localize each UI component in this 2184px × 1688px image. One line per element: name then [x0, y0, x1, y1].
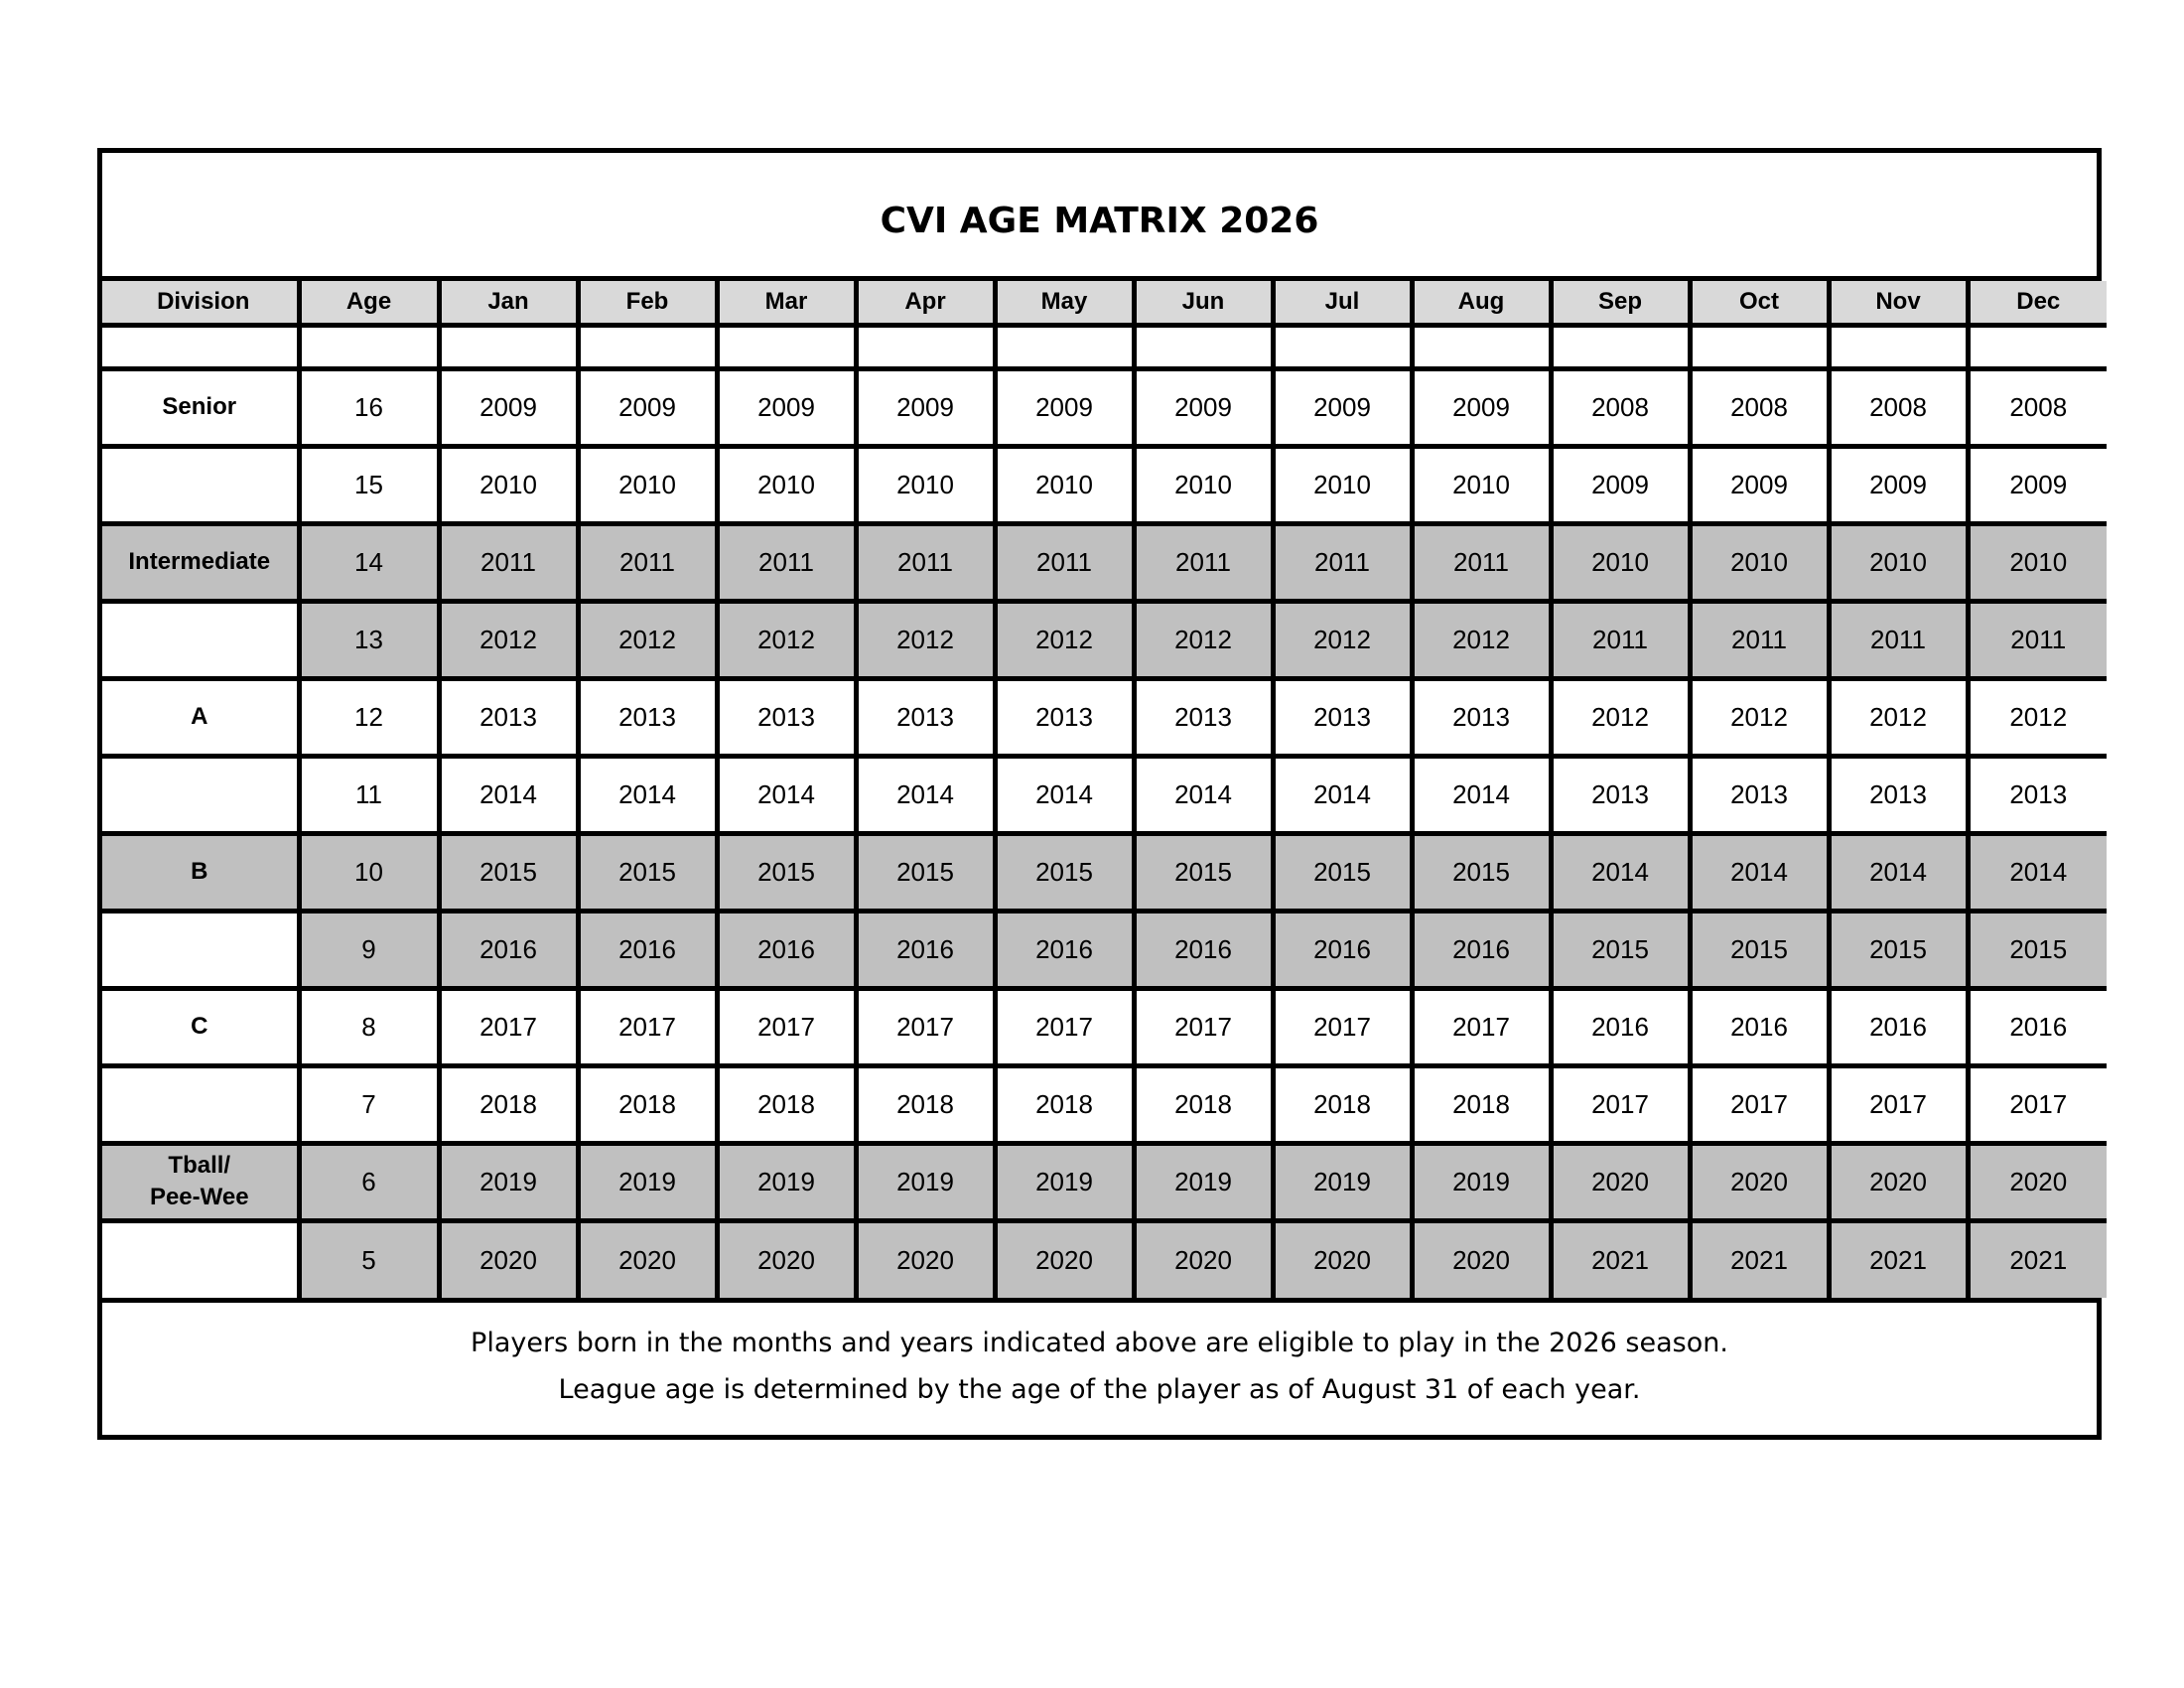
birth-year-cell: 2015 [1829, 911, 1968, 988]
birth-year-cell: 2016 [1412, 911, 1551, 988]
birth-year-cell: 2016 [1829, 988, 1968, 1065]
birth-year-cell: 2009 [995, 368, 1134, 446]
birth-year-cell: 2018 [578, 1065, 717, 1143]
spacer-cell [717, 325, 856, 368]
birth-year-cell: 2017 [1829, 1065, 1968, 1143]
birth-year-cell: 2017 [1273, 988, 1412, 1065]
month-header: Apr [856, 281, 995, 325]
birth-year-cell: 2009 [1134, 368, 1273, 446]
month-header: Jun [1134, 281, 1273, 325]
birth-year-cell: 2015 [439, 833, 578, 911]
age-cell: 9 [299, 911, 439, 988]
division-cell [102, 601, 299, 678]
birth-year-cell: 2016 [439, 911, 578, 988]
birth-year-cell: 2012 [1690, 678, 1829, 756]
spacer-cell [102, 325, 299, 368]
birth-year-cell: 2013 [995, 678, 1134, 756]
age-cell: 13 [299, 601, 439, 678]
birth-year-cell: 2016 [578, 911, 717, 988]
age-cell: 16 [299, 368, 439, 446]
birth-year-cell: 2021 [1551, 1220, 1690, 1298]
birth-year-cell: 2015 [717, 833, 856, 911]
birth-year-cell: 2010 [717, 446, 856, 523]
spacer-cell [995, 325, 1134, 368]
birth-year-cell: 2020 [1412, 1220, 1551, 1298]
birth-year-cell: 2016 [717, 911, 856, 988]
birth-year-cell: 2014 [1551, 833, 1690, 911]
spacer-cell [439, 325, 578, 368]
division-label-line: Pee-Wee [149, 1184, 249, 1210]
spacer-cell [856, 325, 995, 368]
division-cell [102, 1220, 299, 1298]
table-row [102, 1143, 2107, 1220]
birth-year-cell: 2014 [439, 756, 578, 833]
birth-year-cell: 2018 [717, 1065, 856, 1143]
footer-note [102, 1298, 2097, 1435]
birth-year-cell: 2012 [995, 601, 1134, 678]
division-cell: Senior [102, 368, 299, 446]
birth-year-cell: 2013 [1829, 756, 1968, 833]
birth-year-cell: 2019 [439, 1143, 578, 1220]
division-cell [102, 756, 299, 833]
birth-year-cell: 2011 [856, 523, 995, 601]
birth-year-cell: 2015 [1412, 833, 1551, 911]
birth-year-cell: 2018 [1412, 1065, 1551, 1143]
table-row [102, 678, 2107, 756]
spacer-cell [1968, 325, 2107, 368]
month-header: Jul [1273, 281, 1412, 325]
birth-year-cell: 2016 [995, 911, 1134, 988]
birth-year-cell: 2014 [856, 756, 995, 833]
age-cell: 12 [299, 678, 439, 756]
birth-year-cell: 2016 [1968, 988, 2107, 1065]
division-cell [102, 1065, 299, 1143]
birth-year-cell: 2020 [1273, 1220, 1412, 1298]
birth-year-cell: 2020 [439, 1220, 578, 1298]
birth-year-cell: 2014 [1273, 756, 1412, 833]
birth-year-cell: 2009 [1551, 446, 1690, 523]
age-cell: 7 [299, 1065, 439, 1143]
month-header: Nov [1829, 281, 1968, 325]
birth-year-cell: 2008 [1968, 368, 2107, 446]
spacer-cell [1412, 325, 1551, 368]
birth-year-cell: 2012 [1968, 678, 2107, 756]
birth-year-cell: 2009 [717, 368, 856, 446]
birth-year-cell: 2021 [1829, 1220, 1968, 1298]
table-row [102, 368, 2107, 446]
spacer-cell [1273, 325, 1412, 368]
birth-year-cell: 2018 [995, 1065, 1134, 1143]
birth-year-cell: 2014 [578, 756, 717, 833]
eligibility-note: Players born in the months and years indicated above are eligible to play in the 2026 season. [471, 1327, 1728, 1358]
table-row [102, 446, 2107, 523]
league-age-note: League age is determined by the age of the player as of August 31 of each year. [558, 1373, 1641, 1405]
birth-year-cell: 2012 [578, 601, 717, 678]
birth-year-cell: 2015 [1134, 833, 1273, 911]
birth-year-cell: 2011 [1273, 523, 1412, 601]
birth-year-cell: 2015 [1968, 911, 2107, 988]
birth-year-cell: 2017 [1134, 988, 1273, 1065]
birth-year-cell: 2014 [1968, 833, 2107, 911]
age-cell: 8 [299, 988, 439, 1065]
birth-year-cell: 2017 [1690, 1065, 1829, 1143]
birth-year-cell: 2011 [1412, 523, 1551, 601]
birth-year-cell: 2017 [1551, 1065, 1690, 1143]
birth-year-cell: 2020 [1551, 1143, 1690, 1220]
birth-year-cell: 2009 [439, 368, 578, 446]
birth-year-cell: 2009 [856, 368, 995, 446]
birth-year-cell: 2011 [1829, 601, 1968, 678]
birth-year-cell: 2018 [1134, 1065, 1273, 1143]
table-row [102, 1065, 2107, 1143]
birth-year-cell: 2016 [1690, 988, 1829, 1065]
birth-year-cell: 2013 [717, 678, 856, 756]
birth-year-cell: 2018 [1273, 1065, 1412, 1143]
birth-year-cell: 2020 [1690, 1143, 1829, 1220]
birth-year-cell: 2012 [856, 601, 995, 678]
age-cell: 15 [299, 446, 439, 523]
birth-year-cell: 2012 [439, 601, 578, 678]
spacer-row [102, 325, 2107, 368]
table-row [102, 1220, 2107, 1298]
month-header: Sep [1551, 281, 1690, 325]
birth-year-cell: 2008 [1551, 368, 1690, 446]
birth-year-cell: 2010 [439, 446, 578, 523]
birth-year-cell: 2010 [1412, 446, 1551, 523]
birth-year-cell: 2015 [1273, 833, 1412, 911]
header-row [102, 281, 2107, 325]
spacer-cell [1690, 325, 1829, 368]
division-cell [102, 911, 299, 988]
birth-year-cell: 2020 [856, 1220, 995, 1298]
birth-year-cell: 2014 [1690, 833, 1829, 911]
division-cell [102, 446, 299, 523]
birth-year-cell: 2010 [1551, 523, 1690, 601]
age-cell: 11 [299, 756, 439, 833]
birth-year-cell: 2012 [1134, 601, 1273, 678]
spacer-cell [578, 325, 717, 368]
division-cell: C [102, 988, 299, 1065]
age-cell: 14 [299, 523, 439, 601]
birth-year-cell: 2019 [1273, 1143, 1412, 1220]
birth-year-cell: 2010 [995, 446, 1134, 523]
birth-year-cell: 2016 [1551, 988, 1690, 1065]
birth-year-cell: 2011 [995, 523, 1134, 601]
birth-year-cell: 2020 [995, 1220, 1134, 1298]
birth-year-cell: 2018 [439, 1065, 578, 1143]
birth-year-cell: 2020 [1829, 1143, 1968, 1220]
month-header: Oct [1690, 281, 1829, 325]
birth-year-cell: 2013 [856, 678, 995, 756]
birth-year-cell: 2019 [1134, 1143, 1273, 1220]
birth-year-cell: 2011 [578, 523, 717, 601]
birth-year-cell: 2009 [1412, 368, 1551, 446]
birth-year-cell: 2013 [1134, 678, 1273, 756]
spacer-cell [299, 325, 439, 368]
birth-year-cell: 2014 [1829, 833, 1968, 911]
table-row [102, 601, 2107, 678]
birth-year-cell: 2012 [1273, 601, 1412, 678]
division-cell [102, 1143, 299, 1220]
birth-year-cell: 2021 [1690, 1220, 1829, 1298]
birth-year-cell: 2016 [1273, 911, 1412, 988]
birth-year-cell: 2013 [1273, 678, 1412, 756]
table-row [102, 911, 2107, 988]
birth-year-cell: 2011 [439, 523, 578, 601]
birth-year-cell: 2015 [1690, 911, 1829, 988]
birth-year-cell: 2013 [1690, 756, 1829, 833]
birth-year-cell: 2015 [1551, 911, 1690, 988]
age-cell: 6 [299, 1143, 439, 1220]
age-cell: 5 [299, 1220, 439, 1298]
birth-year-cell: 2014 [1134, 756, 1273, 833]
birth-year-cell: 2011 [717, 523, 856, 601]
birth-year-cell: 2014 [717, 756, 856, 833]
title-area [102, 153, 2097, 281]
birth-year-cell: 2014 [1412, 756, 1551, 833]
birth-year-cell: 2009 [578, 368, 717, 446]
birth-year-cell: 2016 [1134, 911, 1273, 988]
birth-year-cell: 2020 [1968, 1143, 2107, 1220]
birth-year-cell: 2009 [1273, 368, 1412, 446]
age-cell: 10 [299, 833, 439, 911]
age-matrix-table [102, 281, 2107, 1298]
spacer-cell [1829, 325, 1968, 368]
birth-year-cell: 2020 [717, 1220, 856, 1298]
table-row [102, 523, 2107, 601]
birth-year-cell: 2010 [1690, 523, 1829, 601]
birth-year-cell: 2013 [1551, 756, 1690, 833]
division-cell: Intermediate [102, 523, 299, 601]
birth-year-cell: 2011 [1690, 601, 1829, 678]
birth-year-cell: 2015 [578, 833, 717, 911]
birth-year-cell: 2019 [1412, 1143, 1551, 1220]
birth-year-cell: 2015 [995, 833, 1134, 911]
month-header: Mar [717, 281, 856, 325]
birth-year-cell: 2008 [1829, 368, 1968, 446]
birth-year-cell: 2012 [1829, 678, 1968, 756]
birth-year-cell: 2012 [1412, 601, 1551, 678]
spacer-cell [1551, 325, 1690, 368]
birth-year-cell: 2017 [1968, 1065, 2107, 1143]
birth-year-cell: 2013 [439, 678, 578, 756]
division-label-line: Tball/ [168, 1152, 231, 1179]
birth-year-cell: 2017 [717, 988, 856, 1065]
birth-year-cell: 2020 [578, 1220, 717, 1298]
birth-year-cell: 2012 [1551, 678, 1690, 756]
birth-year-cell: 2018 [856, 1065, 995, 1143]
birth-year-cell: 2008 [1690, 368, 1829, 446]
birth-year-cell: 2013 [1412, 678, 1551, 756]
birth-year-cell: 2010 [856, 446, 995, 523]
birth-year-cell: 2013 [578, 678, 717, 756]
division-cell: A [102, 678, 299, 756]
birth-year-cell: 2019 [717, 1143, 856, 1220]
birth-year-cell: 2010 [1968, 523, 2107, 601]
birth-year-cell: 2019 [578, 1143, 717, 1220]
division-cell: B [102, 833, 299, 911]
birth-year-cell: 2012 [717, 601, 856, 678]
month-header: Dec [1968, 281, 2107, 325]
month-header: Aug [1412, 281, 1551, 325]
birth-year-cell: 2011 [1968, 601, 2107, 678]
birth-year-cell: 2021 [1968, 1220, 2107, 1298]
age-header: Age [299, 281, 439, 325]
birth-year-cell: 2010 [578, 446, 717, 523]
birth-year-cell: 2017 [995, 988, 1134, 1065]
division-header: Division [102, 281, 299, 325]
birth-year-cell: 2017 [856, 988, 995, 1065]
birth-year-cell: 2010 [1273, 446, 1412, 523]
birth-year-cell: 2014 [995, 756, 1134, 833]
birth-year-cell: 2017 [578, 988, 717, 1065]
spacer-cell [1134, 325, 1273, 368]
birth-year-cell: 2015 [856, 833, 995, 911]
table-row [102, 756, 2107, 833]
page-title: CVI AGE MATRIX 2026 [880, 200, 1319, 241]
birth-year-cell: 2019 [856, 1143, 995, 1220]
birth-year-cell: 2009 [1829, 446, 1968, 523]
table-row [102, 988, 2107, 1065]
birth-year-cell: 2017 [439, 988, 578, 1065]
birth-year-cell: 2011 [1134, 523, 1273, 601]
birth-year-cell: 2010 [1829, 523, 1968, 601]
month-header: Feb [578, 281, 717, 325]
birth-year-cell: 2017 [1412, 988, 1551, 1065]
birth-year-cell: 2011 [1551, 601, 1690, 678]
birth-year-cell: 2020 [1134, 1220, 1273, 1298]
month-header: Jan [439, 281, 578, 325]
birth-year-cell: 2009 [1968, 446, 2107, 523]
birth-year-cell: 2019 [995, 1143, 1134, 1220]
birth-year-cell: 2009 [1690, 446, 1829, 523]
age-matrix-document [97, 148, 2102, 1440]
birth-year-cell: 2016 [856, 911, 995, 988]
month-header: May [995, 281, 1134, 325]
birth-year-cell: 2013 [1968, 756, 2107, 833]
birth-year-cell: 2010 [1134, 446, 1273, 523]
table-row [102, 833, 2107, 911]
